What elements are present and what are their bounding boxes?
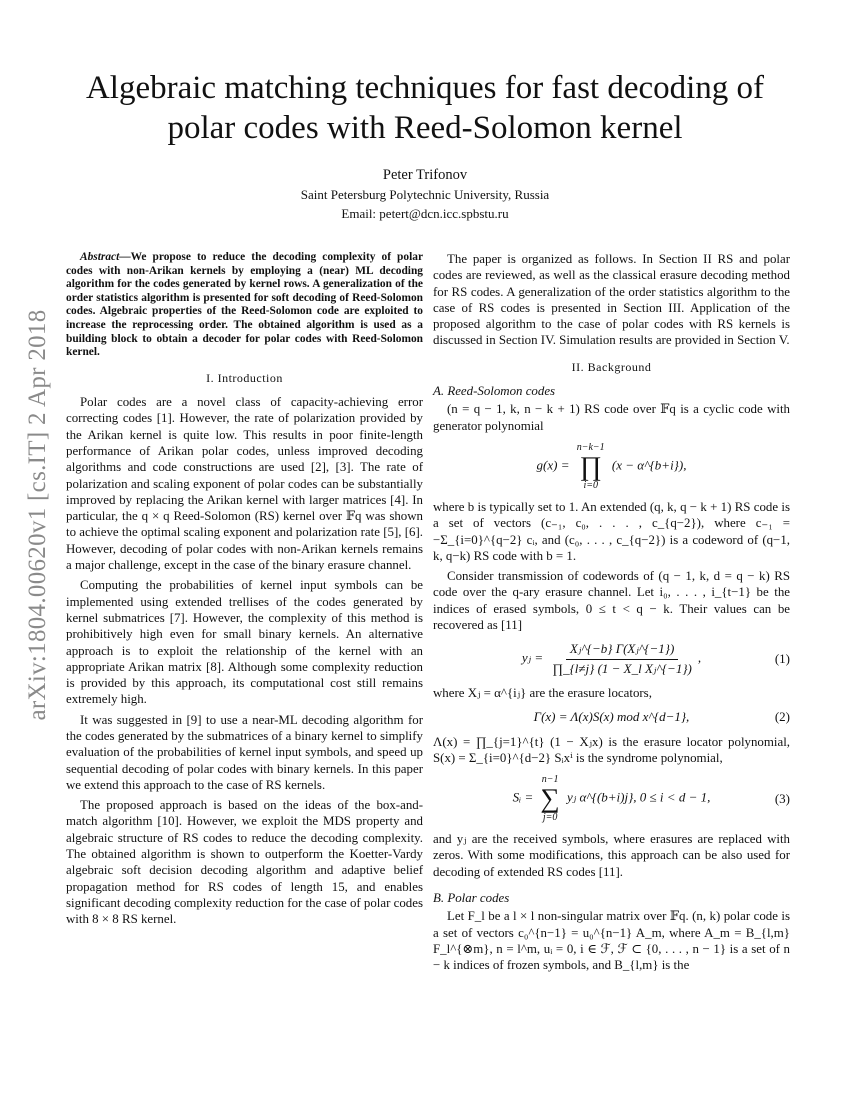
sum-lower-limit: j=0	[542, 812, 558, 824]
intro-paragraph-3: It was suggested in [9] to use a near-ML decoding algorithm for the codes generated by the submatrices of a binary kernel to simplify evaluation of the probabilities of kernel input symbols, and speed up sequential decoding of polar codes with binary kernels. In this paper we extend this approach to the case of RS kernels.	[66, 712, 423, 792]
arxiv-identifier-text: arXiv:1804.00620v1 [cs.IT] 2 Apr 2018	[24, 309, 51, 721]
sum-operator	[540, 774, 559, 823]
eq1-denominator: ∏_{l≠j} (1 − X_l Xⱼ^{−1})	[552, 660, 692, 676]
product-symbol: ∏	[579, 450, 602, 481]
eq1-numerator: Xⱼ^{−b} Γ(Xⱼ^{−1})	[566, 641, 678, 659]
equation-1: yⱼ = $\frac{\text{Xⱼ\textasciicircum{}\{−b\} Γ(Xⱼ\textasciicircum{}\{−1\})}}{\text{∏\_\{l≠j\} (1 − X\_l Xⱼ\textasciicircum{}\{−1\})}}$ , (1)	[521, 641, 790, 676]
intro-paragraph-4: The proposed approach is based on the ideas of the box-and-match algorithm [10]. However, we exploit the MDS property and algebraic structure of RS codes to reduce the decoding complexity. The obtained algorithm is shown to outperform the Koetter-Vardy algebraic soft decision decoding algorithm and adaptive belief propagation method for RS codes of length 15, and enables significant decoding complexity reduction for the case of polar codes with 8 × 8 RS kernel.	[66, 798, 423, 927]
sum-symbol: ∑	[540, 783, 560, 814]
equation-3	[433, 774, 790, 823]
rs-paragraph-5: Λ(x) = ∏_{j=1}^{t} (1 − Xⱼx) is the erasure locator polynomial, S(x) = Σ_{i=0}^{d−2} Sᵢxⁱ is the syndrome polynomial,	[433, 734, 790, 765]
eq-g-rhs: (x − α^{b+i}),	[611, 457, 687, 473]
rs-paragraph-1: (n = q − 1, k, n − k + 1) RS code over 𝔽q is a cyclic code with generator polynomial	[433, 402, 790, 433]
prod-upper-limit: n−k−1	[576, 441, 605, 453]
intro-paragraph-1: Polar codes are a novel class of capacity-achieving error correcting codes [1]. However, the rate of polarization provided by the Arikan kernel is quite low. This results in poor finite-length performance of Arikan polar codes, unless improved decoding algorithms and code constructions are used [2], [3]. The rate of polarization and scaling exponent of polar codes can be substantially improved by replacing the Arikan kernel with larger matrices [4]. In particular, the q × q Reed-Solomon (RS) kernel over 𝔽q was shown to achieve the optimal scaling exponent and polarization rate [5], [6]. However, decoding of polar codes with non-Arikan kernels remains a major challenge, except in the case of the binary erasure channel.	[66, 395, 423, 573]
abstract-text: —We propose to reduce the decoding complexity of polar codes with non-Arikan kernels by employing a (near) ML decoding algorithm for the codes generated by kernel rows. A generalization of the order statistics algorithm is presented for soft decoding of Reed-Solomon codes. Algebraic properties of the Reed-Solomon code are exploited to increase the reprocessing order. The obtained algorithm is used as a building block to obtain a decoder for polar codes with Reed-Solomon kernel.	[66, 251, 423, 359]
arxiv-identifier	[18, 285, 58, 745]
equation-2	[433, 709, 790, 725]
eq1-number: (1)	[774, 650, 790, 666]
left-column	[66, 251, 423, 928]
eq2-body: Γ(x) = Λ(x)S(x) mod x^{d−1},	[533, 709, 690, 725]
section-heading-introduction: I. Introduction	[206, 370, 283, 385]
author-email: Email: petert@dcn.icc.spbstu.ru	[341, 206, 509, 221]
rs-paragraph-6: and yⱼ are the received symbols, where erasures are replaced with zeros. With some modifications, this approach can be also used for decoding of extended RS codes [11].	[433, 832, 790, 879]
eq1-lhs: yⱼ =	[521, 650, 544, 666]
equation-generator-polynomial	[433, 442, 790, 491]
author-affiliation: Saint Petersburg Polytechnic University, Russia	[300, 187, 550, 202]
eq3-rhs: yⱼ α^{(b+i)j}, 0 ≤ i < d − 1,	[566, 789, 711, 805]
rs-paragraph-3: Consider transmission of codewords of (q − 1, k, d = q − k) RS code over the q-ary erasure channel. Let i₀, . . . , i_{t−1} be the indices of erased symbols, 0 ≤ t < q − k. Their values can be recovered as [11]	[433, 569, 790, 633]
abstract	[66, 251, 423, 360]
rs-paragraph-4: where Xⱼ = α^{iⱼ} are the erasure locators,	[433, 685, 652, 700]
product-operator	[577, 442, 605, 491]
eq-g-lhs: g(x) =	[536, 457, 570, 473]
paper-title: Algebraic matching techniques for fast decoding of polar codes with Reed-Solomon kernel	[85, 70, 765, 146]
prod-lower-limit: i=0	[583, 479, 598, 491]
eq1-fraction	[548, 641, 695, 677]
polar-paragraph-1: Let F_l be a l × l non-singular matrix over 𝔽q. (n, k) polar code is a set of vectors c₀^{n−1} = u₀^{n−1} A_m, where A_m = B_{l,m} F_l^{⊗m}, n = l^m, uᵢ = 0, i ∈ ℱ, ℱ ⊂ {0, . . . , n − 1} is a set of n − k indices of frozen symbols, and B_{l,m} is the	[433, 909, 790, 973]
intro-paragraph-2: Computing the probabilities of kernel input symbols can be implemented using extended trellises of the codes generated by kernel submatrices [7]. However, the complexity of this method is prohibitively high even for small binary kernels. An alternative approach is to exploit the relationship of the kernel with an appropriate Arikan matrix [8]. Although some complexity reduction is provided by this approach, its computational cost still remains extremely high.	[66, 578, 423, 707]
eq3-number: (3)	[774, 790, 790, 806]
right-column	[433, 251, 790, 974]
section-heading-background: II. Background	[571, 359, 652, 374]
sum-upper-limit: n−1	[541, 774, 559, 786]
abstract-label: Abstract	[80, 251, 120, 263]
author-name: Peter Trifonov	[382, 167, 468, 183]
subsection-heading-rs-codes: A. Reed-Solomon codes	[433, 384, 556, 399]
rs-paragraph-2: where b is typically set to 1. An extended (q, k, q − k + 1) RS code is a set of vectors (c₋₁, c₀, . . . , c_{q−2}), where c₋₁ = −Σ_{i=0}^{q−2} cᵢ, and (c₀, . . . , c_{q−2}) is a codeword of (q−1, k, q−k) RS code with b = 1.	[433, 499, 790, 563]
eq3-lhs: Sᵢ =	[512, 789, 534, 805]
eq2-number: (2)	[774, 709, 790, 725]
paper-organization-paragraph: The paper is organized as follows. In Section II RS and polar codes are reviewed, as well as the classical erasure decoding method for RS codes. A generalization of the order statistics algorithm to the case of RS codes is presented in Section III. Application of the proposed algorithm to the case of polar codes with RS kernels is discussed in Section IV. Simulation results are provided in Section V.	[433, 252, 790, 348]
subsection-heading-polar-codes: B. Polar codes	[433, 891, 510, 906]
